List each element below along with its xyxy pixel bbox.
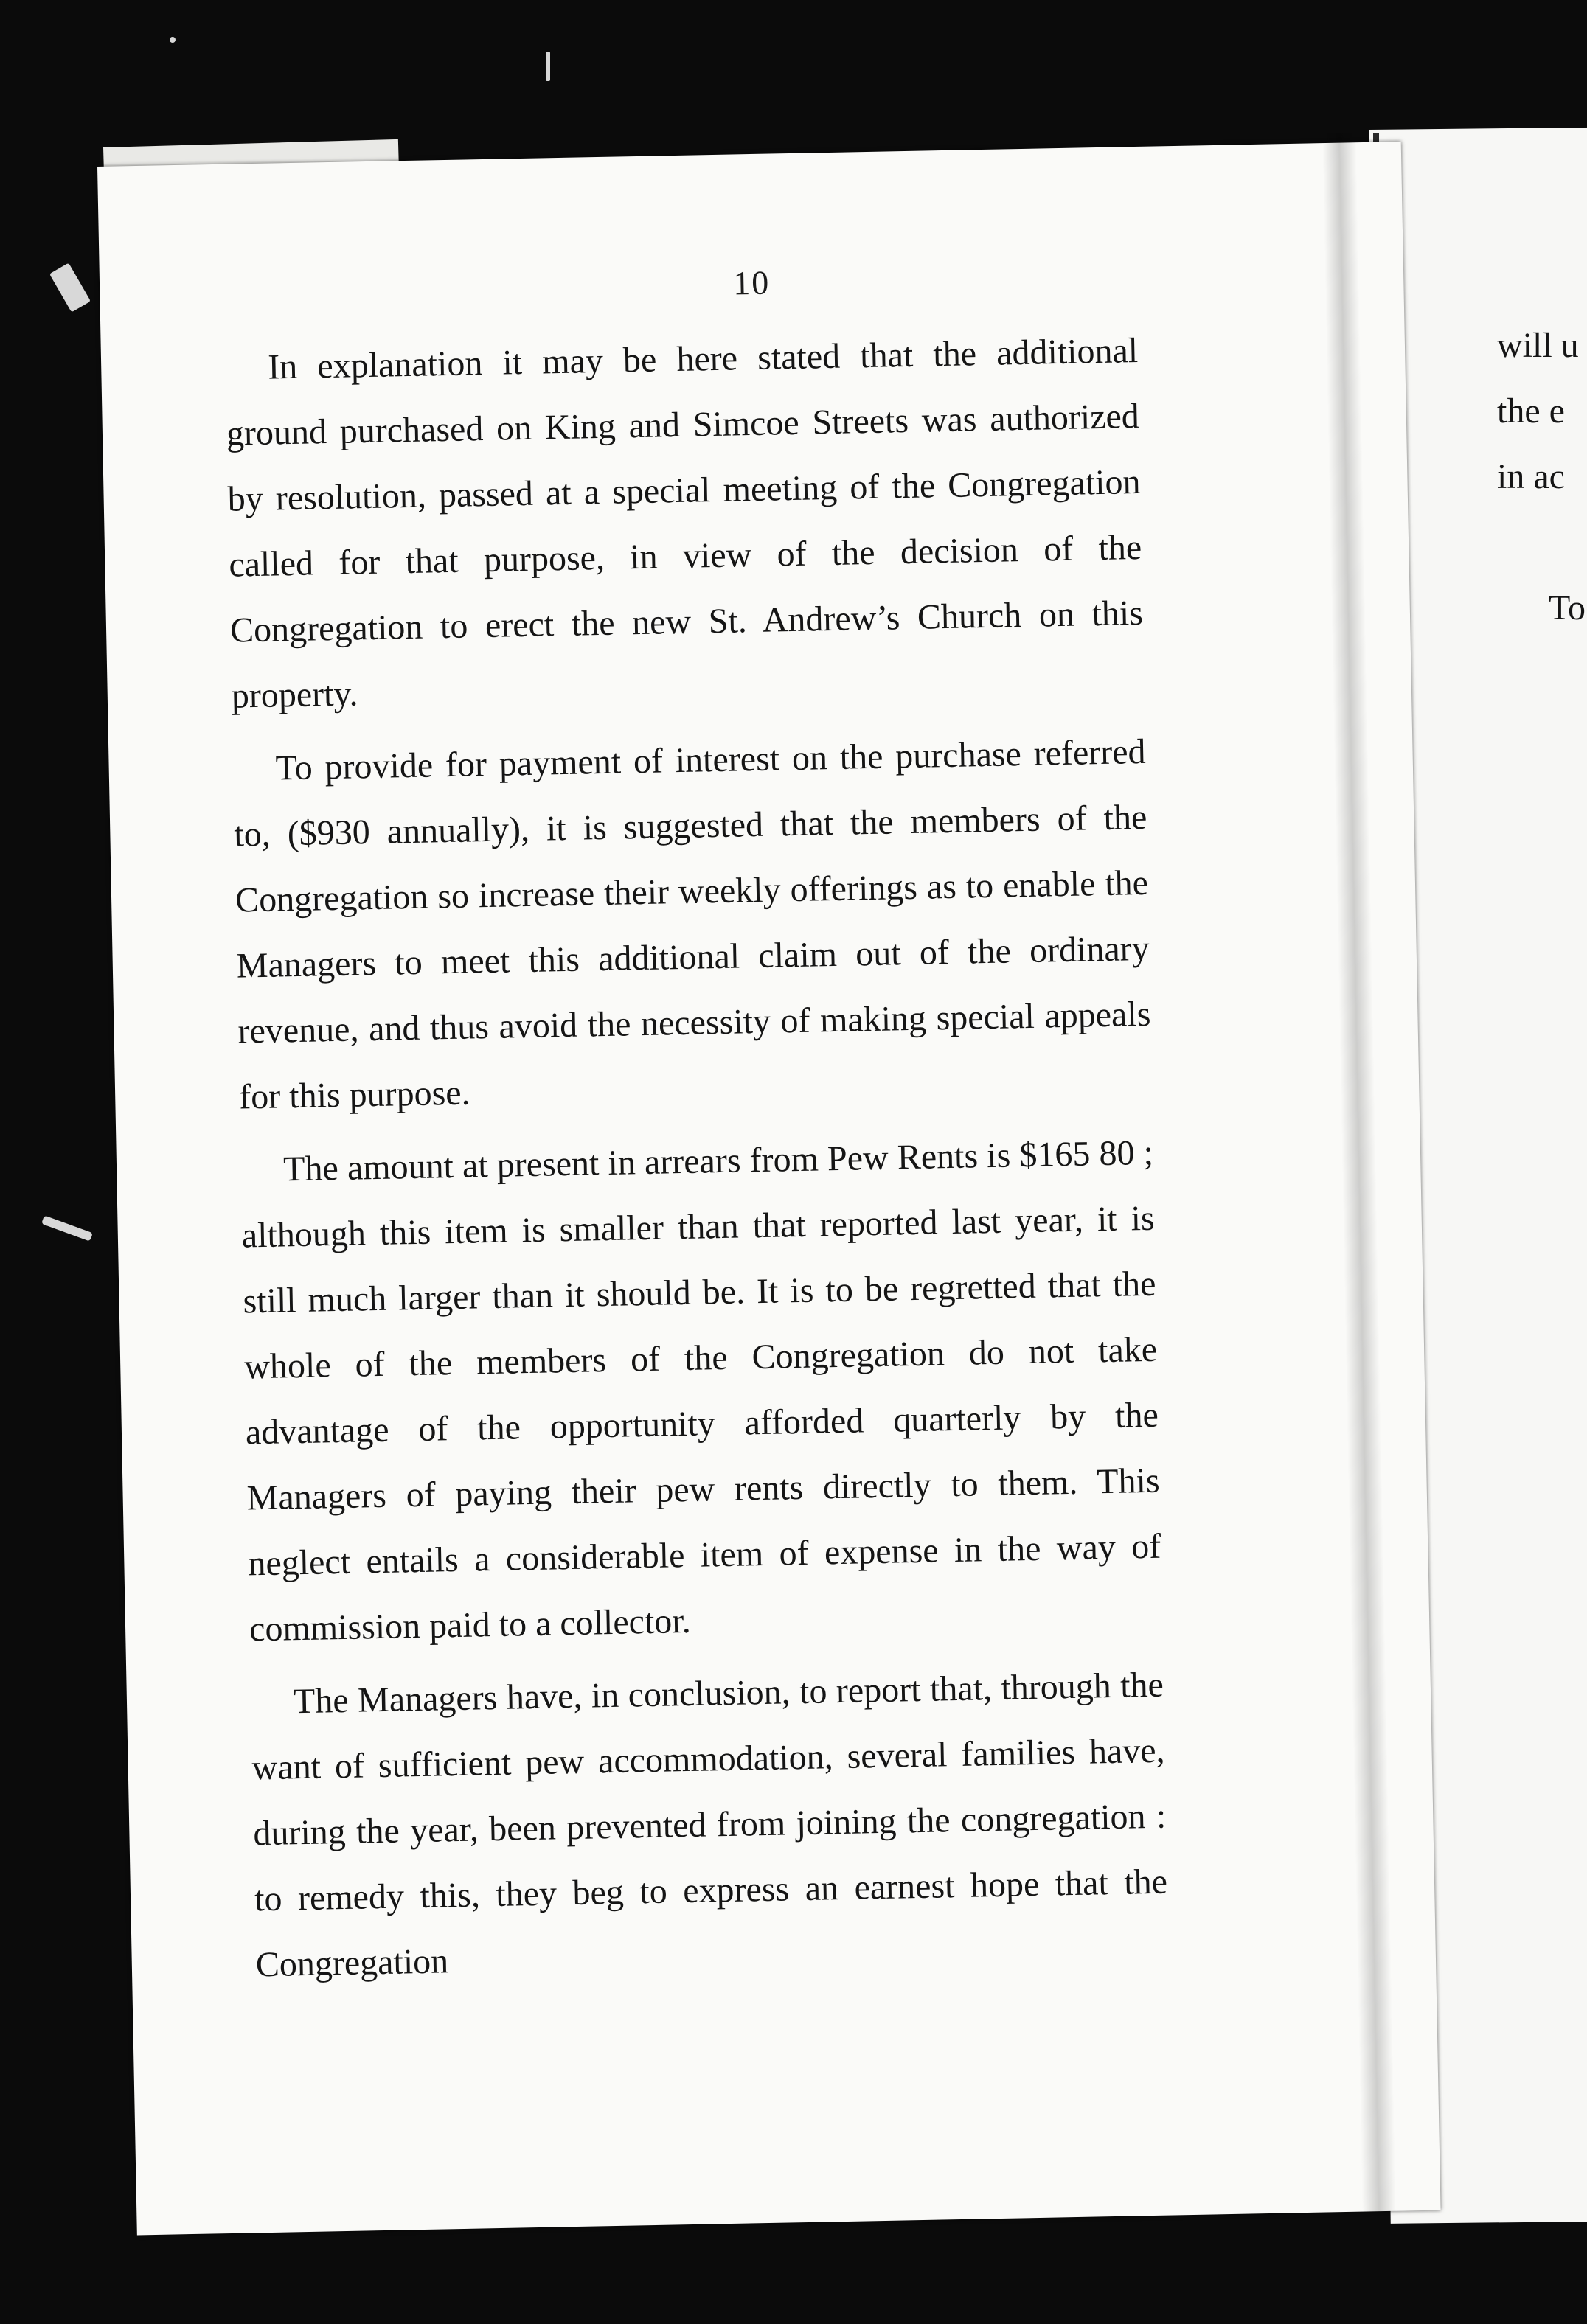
- paragraph: In explanation it may be here stated that the additional ground purchased on King and Simcoe Streets was authorized by resolution, passed at a special meeting of the Congregation called for that purpose, in view of the decision of the Congregation to erect the new St. Andrew’s Church on this property.: [226, 330, 1144, 716]
- paragraph: The amount at present in arrears from Pew Rents is $165 80 ; although this item is smaller than that reported last year, it is still much larger than it should be. It is to be regretted that the whole of the members of the Congregation do not take advantage of the opportunity afforded quarterly by the Managers of paying their pew rents directly to them. This neglect entails a considerable item of expense in the way of commission paid to a collector.: [241, 1133, 1161, 1649]
- right-page-line: To: [1549, 588, 1586, 627]
- scan-speck: [170, 37, 176, 43]
- scan-speck: [546, 52, 550, 81]
- right-page-text: [1497, 313, 1587, 641]
- page-body: [224, 318, 1169, 1997]
- paragraph: To provide for payment of interest on the purchase referred to, ($930 annually), it is suggested that the members of the Congregation so increase their weekly offerings as to enable the Managers to meet this additional claim out of the ordinary revenue, and thus avoid the necessity of making special appeals for this purpose.: [233, 731, 1151, 1117]
- right-page-line: will u: [1497, 326, 1579, 365]
- scan-speck: [41, 1215, 93, 1241]
- right-page-line: [1497, 509, 1587, 575]
- left-page: [97, 142, 1441, 2235]
- scan-speck: [49, 263, 91, 313]
- paragraph: The Managers have, in conclusion, to report that, through the want of sufficient pew accommodation, several families have, during the year, been prevented from joining the congregation : to remedy this, they beg to express an earnest hope that the Congregation: [251, 1665, 1168, 1985]
- page-number: 10: [732, 263, 771, 302]
- right-page-line: the e: [1497, 392, 1565, 431]
- right-page-line: in ac: [1497, 457, 1565, 496]
